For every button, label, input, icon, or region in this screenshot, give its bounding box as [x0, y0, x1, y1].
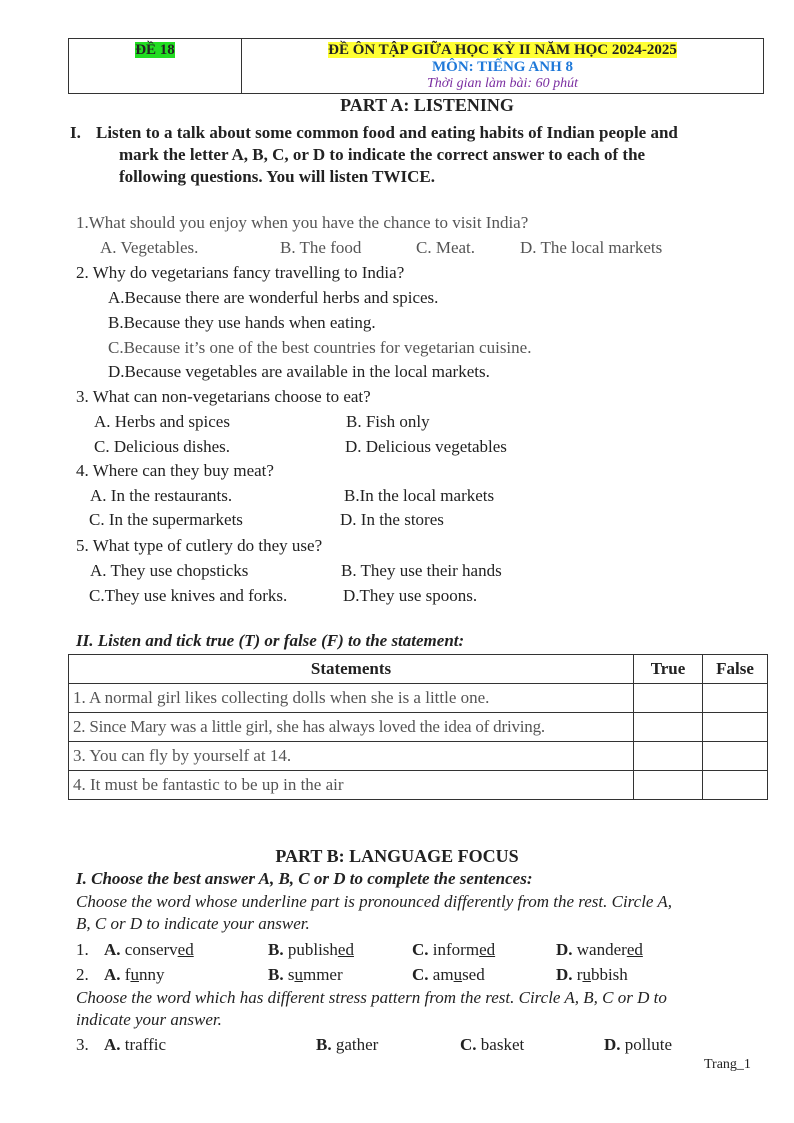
table-row — [69, 684, 768, 713]
pb-q3-option-c: C. basket — [460, 1035, 525, 1054]
q4-option-a: A. In the restaurants. — [90, 486, 233, 505]
part-a-title: PART A: LISTENING — [340, 95, 514, 115]
pb-q1-option-c: C. informed — [412, 940, 496, 959]
q3-option-b: B. Fish only — [346, 412, 430, 431]
statement-1: 1. A normal girl likes collecting dolls when she is a little one. — [69, 684, 634, 713]
section-1-line-1: Listen to a talk about some common food and eating habits of Indian people and — [96, 123, 678, 142]
q2-option-d: D.Because vegetables are available in the local markets. — [108, 362, 490, 381]
question-4: 4. Where can they buy meat? — [76, 461, 274, 480]
header-table — [68, 38, 764, 94]
q5-option-a: A. They use chopsticks — [90, 561, 249, 580]
q5-option-c: C.They use knives and forks. — [89, 586, 288, 605]
instruction-2-line-1: Choose the word which has different stress pattern from the rest. Circle A, B, C or D to — [76, 988, 667, 1007]
question-2: 2. Why do vegetarians fancy travelling to India? — [76, 263, 405, 282]
pb-question-2-number: 2. — [76, 965, 89, 984]
q5-option-b: B. They use their hands — [341, 561, 502, 580]
exam-title-cell — [242, 39, 764, 94]
pb-q2-option-c: C. amused — [412, 965, 485, 984]
table-row — [69, 771, 768, 800]
pb-q3-option-a: A. traffic — [104, 1035, 166, 1054]
part-b-title: PART B: LANGUAGE FOCUS — [275, 846, 519, 866]
q4-option-d: D. In the stores — [340, 510, 444, 529]
exam-time: Thời gian làm bài: 60 phút — [427, 76, 578, 91]
pb-q2-option-a: A. funny — [104, 965, 165, 984]
q2-option-b: B.Because they use hands when eating. — [108, 313, 376, 332]
false-cell-2[interactable] — [703, 713, 768, 742]
section-1-line-3: following questions. You will listen TWICE. — [119, 167, 435, 186]
instruction-1-line-2: B, C or D to indicate your answer. — [76, 914, 310, 933]
page-number: Trang_1 — [704, 1057, 751, 1072]
false-cell-3[interactable] — [703, 742, 768, 771]
header-true: True — [634, 655, 703, 684]
pb-question-1-number: 1. — [76, 940, 89, 959]
table-row — [69, 742, 768, 771]
statements-table — [68, 654, 768, 800]
true-cell-1[interactable] — [634, 684, 703, 713]
q4-option-c: C. In the supermarkets — [89, 510, 243, 529]
exam-subject: MÔN: TIẾNG ANH 8 — [432, 59, 573, 75]
q5-option-d: D.They use spoons. — [343, 586, 478, 605]
pb-q1-option-b: B. published — [268, 940, 354, 959]
statement-3: 3. You can fly by yourself at 14. — [69, 742, 634, 771]
section-1-line-2: mark the letter A, B, C, or D to indicate the correct answer to each of the — [119, 145, 646, 164]
q2-option-a: A.Because there are wonderful herbs and spices. — [108, 288, 439, 307]
pb-q2-option-d: D. rubbish — [556, 965, 628, 984]
header-false: False — [703, 655, 768, 684]
section-2-title: II. Listen and tick true (T) or false (F) to the statement: — [76, 631, 465, 650]
q3-option-c: C. Delicious dishes. — [94, 437, 230, 456]
pb-q3-option-d: D. pollute — [604, 1035, 672, 1054]
pb-q3-option-b: B. gather — [316, 1035, 379, 1054]
statement-4: 4. It must be fantastic to be up in the air — [69, 771, 634, 800]
table-header-row — [69, 655, 768, 684]
pb-question-3-number: 3. — [76, 1035, 89, 1054]
q1-option-c: C. Meat. — [416, 238, 476, 257]
true-cell-4[interactable] — [634, 771, 703, 800]
part-b-section-1-title: I. Choose the best answer A, B, C or D to complete the sentences: — [76, 869, 533, 888]
statement-2: 2. Since Mary was a little girl, she has always loved the idea of driving. — [69, 713, 634, 742]
pb-q1-option-d: D. wandered — [556, 940, 643, 959]
q1-option-b: B. The food — [280, 238, 362, 257]
true-cell-2[interactable] — [634, 713, 703, 742]
false-cell-1[interactable] — [703, 684, 768, 713]
q3-option-d: D. Delicious vegetables — [345, 437, 507, 456]
pb-q1-option-a: A. conserved — [104, 940, 194, 959]
false-cell-4[interactable] — [703, 771, 768, 800]
exam-number: ĐỀ 18 — [135, 42, 175, 58]
q1-option-a: A. Vegetables. — [100, 238, 199, 257]
question-5: 5. What type of cutlery do they use? — [76, 536, 323, 555]
q3-option-a: A. Herbs and spices — [94, 412, 230, 431]
exam-number-cell — [69, 39, 242, 94]
q1-option-d: D. The local markets — [520, 238, 663, 257]
question-3: 3. What can non-vegetarians choose to eat? — [76, 387, 371, 406]
question-1: 1.What should you enjoy when you have the chance to visit India? — [76, 213, 529, 232]
q2-option-c: C.Because it’s one of the best countries for vegetarian cuisine. — [108, 338, 532, 357]
table-row — [69, 713, 768, 742]
exam-title: ĐỀ ÔN TẬP GIỮA HỌC KỲ II NĂM HỌC 2024-2025 — [328, 42, 677, 58]
instruction-1-line-1: Choose the word whose underline part is pronounced differently from the rest. Circle A, — [76, 892, 673, 911]
section-1-number: I. — [70, 123, 81, 142]
pb-q2-option-b: B. summer — [268, 965, 343, 984]
header-statements: Statements — [69, 655, 634, 684]
instruction-2-line-2: indicate your answer. — [76, 1010, 222, 1029]
true-cell-3[interactable] — [634, 742, 703, 771]
q4-option-b: B.In the local markets — [344, 486, 495, 505]
